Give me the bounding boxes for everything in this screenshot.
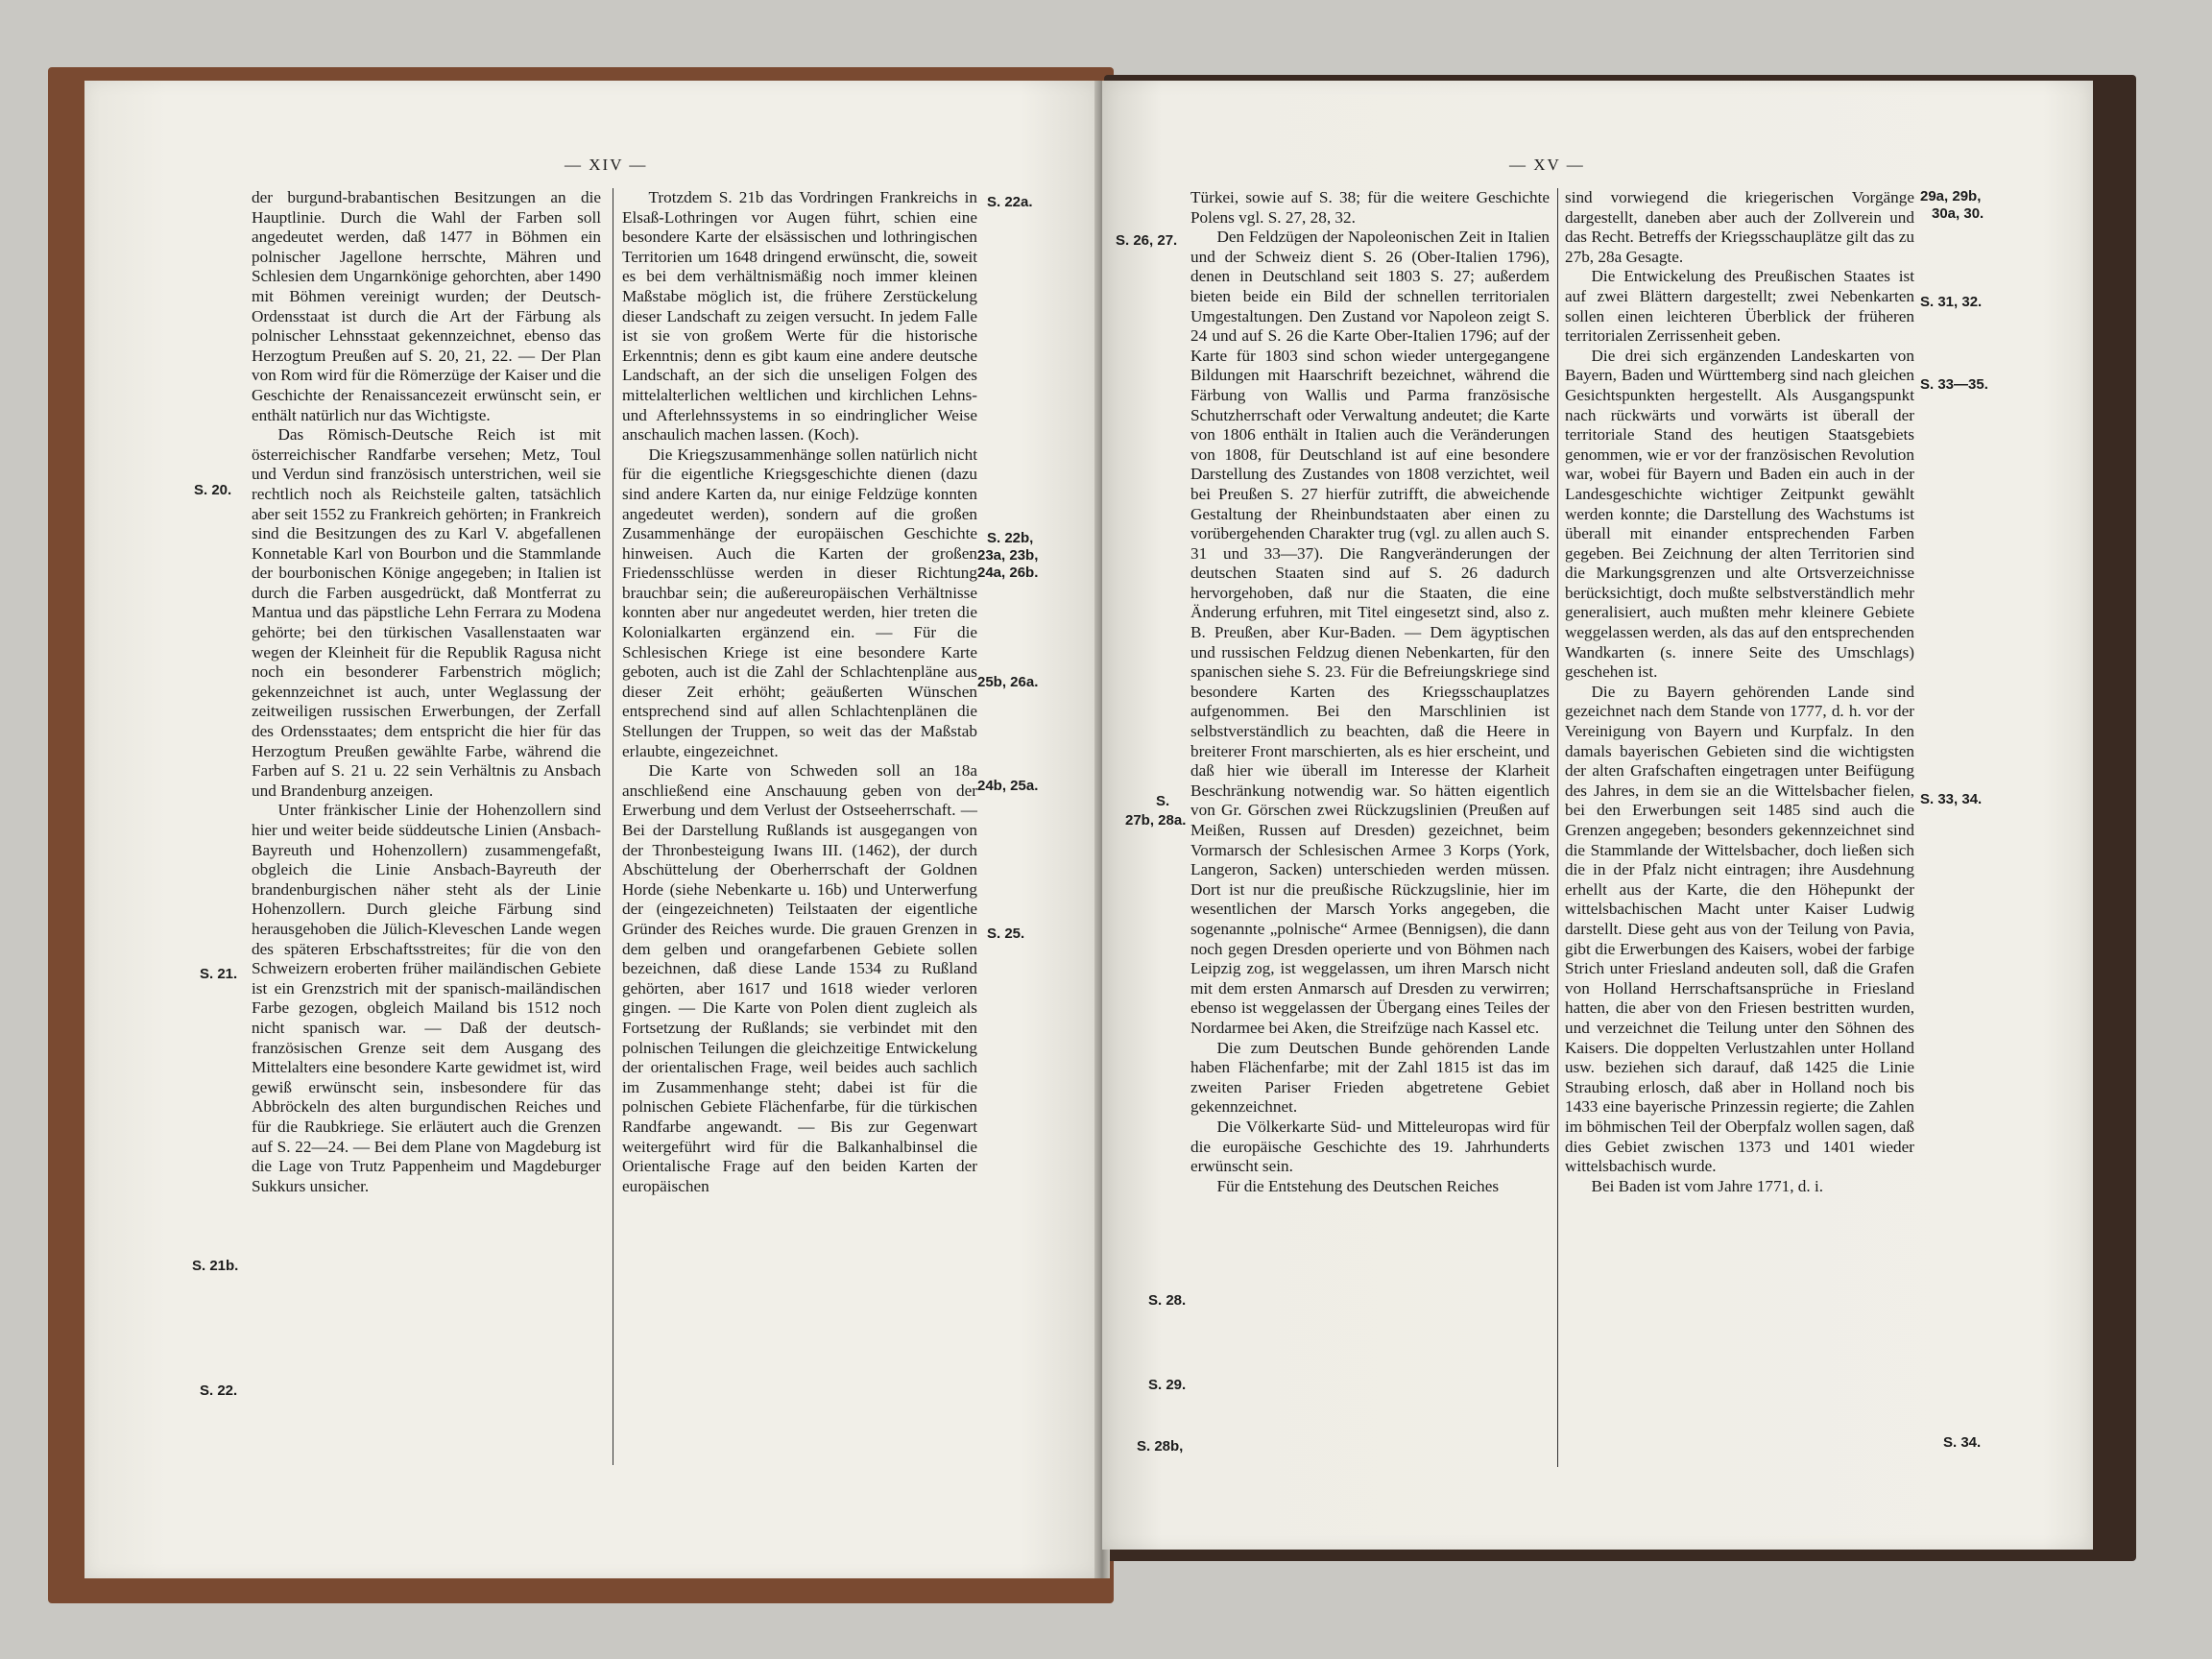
margin-note: S. 31, 32. (1920, 294, 1983, 310)
margin-note: S. 22a. (987, 194, 1033, 210)
right-page-folio: — XV — (1509, 156, 1585, 174)
margin-note: S. (1156, 793, 1170, 809)
paragraph: Die drei sich ergänzenden Landeskarten von Bayern, Baden und Württemberg sind nach gleichen Gesichtspunkten hergestellt. Als Ausgangspunkt nach rückwärts und vorwärts ist überall der territoriale Stand des heutigen Staatsgebiets genommen, wie er vor der französischen Revolution war, wobei für Bayern und Baden ein auch in der Landesgeschichte wichtiger Zeitpunkt gewählt werden konnte; die Darstellung des Wachstums ist überall mit einander entsprechenden Farben gegeben. Bei Zeichnung der alten Territorien sind die Markungsgrenzen und alte Ortsverzeichnisse berücksichtigt, doch mußte selbstverständlich mehr generalisiert, auch mußten mehr kleinere Gebiete weggelassen werden, als das auf den entsprechenden Wandkarten (s. innere Seite des Umschlags) geschehen ist. (1565, 346, 1914, 682)
paragraph: Bei Baden ist vom Jahre 1771, d. i. (1591, 1176, 1824, 1195)
margin-note: S. 21. (200, 966, 238, 982)
margin-note: 27b, 28a. (1125, 812, 1187, 829)
margin-note: 30a, 30. (1932, 205, 1984, 222)
paragraph: Die Entwickelung des Preußischen Staates ist auf zwei Blättern dargestellt; zwei Nebenkarten sollen einen leichteren Überblick der früheren territorialen Zerrissenheit geben. (1565, 267, 1914, 346)
margin-note: S. 21b. (192, 1258, 239, 1274)
paragraph: Türkei, sowie auf S. 38; für die weitere Geschichte Polens vgl. S. 27, 28, 32. (1190, 188, 1550, 227)
paragraph: Die Karte von Schweden soll an 18a anschließend eine Anschauung geben von der Erwerbung und dem Verlust der Ostseeherrschaft. — Bei der Darstellung Rußlands ist ausgegangen von der Thronbesteigung Iwans III. (1462), der durch Abschüttelung der Oberherrschaft der Goldnen Horde (siehe Nebenkarte u. 16b) und Unterwerfung der (eingezeichneten) Teilstaaten der eigentliche Gründer des Reiches wurde. Die grauen Grenzen in dem gelben und orangefarbenen Gebiete sollen bezeichnen, daß diese Lande 1534 zu Rußland gehörten, aber 1617 und 1618 wieder verloren gingen. — Die Karte von Polen dient zugleich als Fortsetzung der Rußlands; sie verbindet mit den polnischen Teilungen die gleichzeitige Entwickelung der orientalischen Frage, weil beides auch sachlich im Zusammenhange steht; dabei ist für die polnischen Gebiete Flächenfarbe, für die türkischen Randfarbe angewandt. — Bis zur Gegenwart weitergeführt wird für die Balkanhalbinsel die Orientalische Frage auf den beiden Karten der europäischen (622, 761, 977, 1195)
margin-note: 24a, 26b. (977, 565, 1039, 581)
paragraph: Die zu Bayern gehörenden Lande sind gezeichnet nach dem Stande von 1777, d. h. vor der Vereinigung von Bayern und Kurpfalz. In den damals bayerischen Gebieten sind die wichtigsten der alten Grafschaften eingetragen unter Beifügung des Jahres, in dem sie an die Wittelsbacher fielen, bei den Erwerbungen seit 1485 sind auch die Grenzen angegeben; besonders gekennzeichnet sind die Stammlande der Wittelsbacher, doch ließen sich die in der Pfalz nicht eintragen; ihre Ausdehnung erhellt aus der Karte, die den Höhepunkt der wittelsbachischen Macht unter Kaiser Ludwig darstellt. Diese geht aus von der Teilung von Pavia, gibt die Erwerbungen des Kaisers, wobei der farbige Strich unter Friesland andeuten soll, daß die Grafen von Holland Herrschaftsansprüche in Friesland hatten, die aber von den Friesen bestritten wurden, und verzeichnet die Teilung unter den Söhnen des Kaisers. Die doppelten Verlustzahlen unter Holland usw. beziehen sich darauf, daß 1425 die Linie Straubing erlosch, daß aber in Holland noch bis 1433 eine bayerische Prinzessin regierte; die Zahlen im böhmischen Teil der Oberpfalz wollen sagen, daß dies Gebiet zwischen 1373 und 1401 wieder wittelsbachisch wurde. (1565, 682, 1914, 1176)
paragraph: Die Völkerkarte Süd- und Mitteleuropas wird für die europäische Geschichte des 19. Jahrhunderts erwünscht sein. (1190, 1117, 1550, 1176)
paragraph: Für die Entstehung des Deutschen Reiches (1216, 1176, 1500, 1195)
margin-note: S. 22b, (987, 530, 1034, 546)
left-page-column-1 (252, 188, 601, 1196)
right-page-column-2 (1565, 188, 1914, 1196)
paragraph: Unter fränkischer Linie der Hohenzollern sind hier und weiter beide süddeutsche Linien (Ansbach-Bayreuth und Hohenzollern) zusammengefaßt, obgleich die Linie Ansbach-Bayreuth der brandenburgischen näher steht als der Linie Hohenzollern. Durch gleiche Färbung sind herausgehoben die Jülich-Kleveschen Lande wegen des späteren Erbschaftsstreites; für die von den Schweizern eroberten früher mailändischen Gebiete ist ein Grenzstrich mit der spanisch-mailändischen Farbe gezogen, obgleich Mailand bis 1512 noch nicht spanisch war. — Daß der deutsch-französischen Grenze seit dem Ausgang des Mittelalters eine besondere Karte gewidmet ist, wird gewiß erwünscht sein, insbesondere für das Abbröckeln des alten burgundischen Reiches und für die Raubkriege. Sie erläutert auch die Grenzen auf S. 22—24. — Bei dem Plane von Magdeburg ist die Lage von Trutz Pappenheim und Magdeburger Sukkurs unsicher. (252, 801, 601, 1195)
paragraph: Das Römisch-Deutsche Reich ist mit österreichischer Randfarbe versehen; Metz, Toul und Verdun sind französisch unterstrichen, weil sie rechtlich noch als Reichsteile galten, tatsächlich aber seit 1552 zu Frankreich gehörten; in Frankreich sind die Besitzungen des zu Karl V. abgefallenen Konnetable Karl von Bourbon und die Stammlande der bourbonischen Könige angegeben; in Italien ist durch die Farben ausgedrückt, daß Montferrat zu Mantua und das päpstliche Lehn Ferrara zu Modena gehörte; bei den türkischen Vasallenstaaten war wegen der Kleinheit für die Republik Ragusa nicht noch ein besonderer Farbenstrich möglich; gekennzeichnet ist auch, unter Weglassung der zeitweiligen russischen Erwerbungen, der Zerfall des Ordensstaates; dem entspricht die hier für das Herzogtum Preußen gewählte Farbe, während die Farben auf S. 21 u. 22 sein Verhältnis zu Ansbach und Brandenburg anzeigen. (252, 425, 601, 800)
margin-note: S. 29. (1148, 1377, 1187, 1393)
paragraph: Die zum Deutschen Bunde gehörenden Lande haben Flächenfarbe; mit der Zahl 1815 ist das im zweiten Pariser Frieden abgetretene Gebiet gekennzeichnet. (1190, 1038, 1550, 1117)
margin-note: 25b, 26a. (977, 674, 1039, 690)
right-page-column-1 (1190, 188, 1550, 1196)
margin-note: S. 22. (200, 1382, 238, 1399)
margin-note: 29a, 29b, (1920, 188, 1982, 204)
paragraph: sind vorwiegend die kriegerischen Vorgänge dargestellt, daneben aber auch der Zollverein und das Recht. Betreffs der Kriegsschauplätze gilt das zu 27b, 28a Gesagte. (1565, 188, 1914, 266)
margin-note: S. 28b, (1137, 1438, 1184, 1455)
margin-note: S. 28. (1148, 1292, 1187, 1309)
left-page-column-2 (622, 188, 977, 1196)
left-page-folio: — XIV — (565, 156, 648, 174)
margin-note: S. 20. (194, 482, 232, 498)
paragraph: Die Kriegszusammenhänge sollen natürlich nicht für die eigentliche Kriegsgeschichte dienen (dazu sind andere Karten da, nur einige Feldzüge konnten angedeutet werden), sondern auf die großen Zusammenhänge der europäischen Geschichte hinweisen. Auch die Karten der großen Friedensschlüsse werden in dieser Richtung brauchbar sein; die außereuropäischen Verhältnisse konnten aber nur angedeutet werden, hier treten die Kolonialkarten ergänzend ein. — Für die Schlesischen Kriege ist eine besondere Karte geboten, auch ist die Zahl der Schlachtenpläne aus dieser Zeit erhöht; geäußerten Wünschen entsprechend sind auf allen Schlachtenplänen die Stellungen der Truppen, so weit das der Maßstab erlaubte, eingezeichnet. (622, 445, 977, 760)
column-rule (1557, 188, 1558, 1467)
margin-note: S. 26, 27. (1116, 232, 1178, 249)
paragraph: der burgund-brabantischen Besitzungen an die Hauptlinie. Durch die Wahl der Farben soll angedeutet werden, daß 1477 in Böhmen ein polnischer Jagellone herrschte, Mähren und Schlesien dem Ungarnkönige gehorchten, aber 1490 mit Böhmen vereinigt wurden; der Deutsch-Ordensstaat ist durch die Art der Färbung als polnischer Lehnsstaat gekennzeichnet, ebenso das Herzogtum Preußen auf S. 20, 21, 22. — Der Plan von Rom wird für die Römerzüge der Kaiser und die Geschichte der Renaissancezeit erwünscht sein, er enthält natürlich nur das Wichtigste. (252, 188, 601, 424)
margin-note: S. 25. (987, 926, 1025, 942)
margin-note: S. 33—35. (1920, 376, 1988, 393)
paragraph: Trotzdem S. 21b das Vordringen Frankreichs in Elsaß-Lothringen vor Augen führt, schien eine besondere Karte der elsässischen und lothringischen Territorien um 1648 dringend erwünscht, die, soweit es bei dem verhältnismäßig noch immer kleinen Maßstabe möglich ist, die frühere Zerstückelung dieser Landschaft zu zeigen versucht. In jedem Falle ist sie von großem Werte für die historische Erkenntnis; denn es gibt kaum eine andere deutsche Landschaft, an der sich die unseligen Folgen des mittelalterlichen weltlichen und kirchlichen Lehns- und Afterlehnssystems in so eindringlicher Weise anschaulich machen lassen. (Koch). (622, 188, 977, 445)
margin-note: 24b, 25a. (977, 778, 1039, 794)
margin-note: S. 34. (1943, 1434, 1982, 1451)
margin-note: 23a, 23b, (977, 547, 1039, 564)
paragraph: Den Feldzügen der Napoleonischen Zeit in Italien und der Schweiz dient S. 26 (Ober-Italien 1796), denen in Deutschland seit 1803 S. 27; außerdem bieten beide ein Bild der schnellen territorialen Umgestaltungen. Den Zustand vor Napoleon zeigt S. 24 und auf S. 26 die Karte Ober-Italien 1796; auf der Karte für 1803 sind schon wieder untergegangene Bildungen mit Haarschrift bezeichnet, während die Färbung von Wallis und Parma französische Schutzherrschaft oder Verwaltung andeutet; die Karte von 1806 enthält in Italien auch die Veränderungen von 1808, für Deutschland ist auf eine besondere Darstellung des Zustandes von 1808 verzichtet, weil bei Preußen S. 27 hierfür zutrifft, die abweichende Gestaltung der Rheinbundstaaten aber einen zu vorübergehenden Charakter trug (vgl. zu allen auch S. 31 und 33—37). Die Rangveränderungen der deutschen Staaten sind auf S. 26 dadurch hervorgehoben, daß nur die Staaten, die eine Änderung erfuhren, mit Titel eingesetzt sind, also z. B. Preußen, aber Kur-Baden. — Dem ägyptischen und russischen Feldzug dienen Nebenkarten, für den spanischen siehe S. 23. Für die Befreiungskriege sind besondere Karten des Kriegsschauplatzes aufgenommen. Bei den Marschlinien ist selbstverständlich zu beachten, daß die Heere in breiterer Front marschierten, als es hier erscheint, und daß hier wie überall im Interesse der Klarheit Beschränkung notwendig war. So hätten eigentlich von Gr. Görschen zwei Rückzugslinien (Preußen auf Meißen, Russen auf Dresden) gezeichnet, beim Vormarsch der Schlesischen Armee 3 Korps (York, Langeron, Sacken) unterschieden werden müssen. Dort ist nur die preußische Rückzugslinie, hier im wesentlichen der Marsch Yorks angegeben, die sogenannte „polnische“ Armee (Bennigsen), die dann noch gegen Dresden operierte und von Böhmen nach Leipzig zog, ist weggelassen, um ihren Marsch nicht mit dem ersten Anmarsch auf Dresden zu verwirren; ebenso ist weggelassen der Übergang eines Teiles der Nordarmee bei Aken, die Streifzüge nach Kassel etc. (1190, 228, 1550, 1037)
margin-note: S. 33, 34. (1920, 791, 1983, 807)
